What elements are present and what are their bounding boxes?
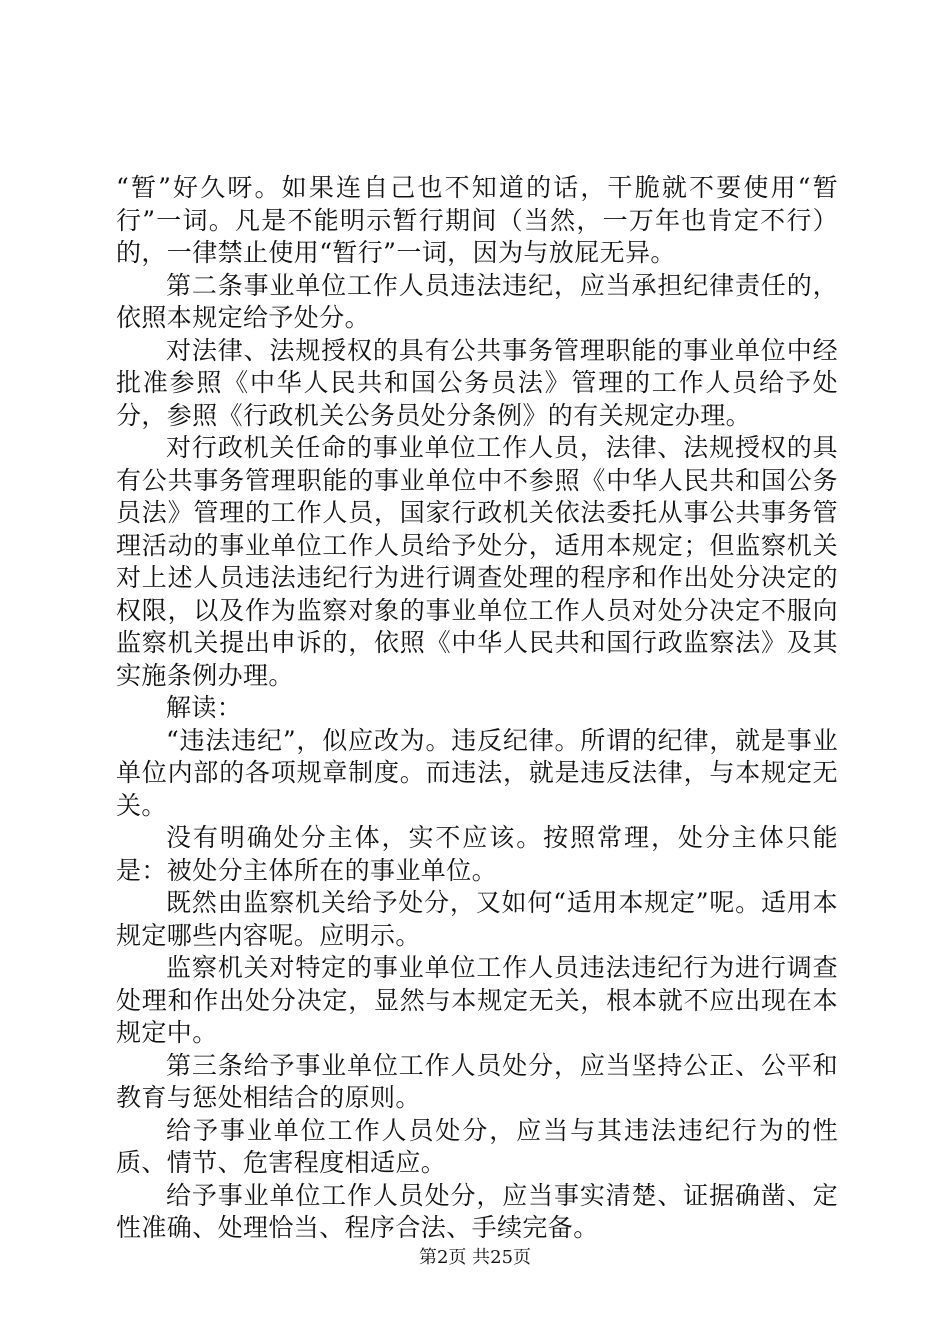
document-body (116, 172, 838, 1245)
paragraph-article-2: 第二条事业单位工作人员违法违纪，应当承担纪律责任的，依照本规定给予处分。 (116, 270, 838, 332)
paragraph-8: 既然由监察机关给予处分，又如何“适用本规定”呢。适用本规定哪些内容呢。应明示。 (116, 888, 838, 950)
paragraph-4: 对行政机关任命的事业单位工作人员，法律、法规授权的具有公共事务管理职能的事业单位中不参照《中华人民共和国公务员法》管理的工作人员，国家行政机关依法委托从事公共事务管理活动的事业单位工作人员给予处分，适用本规定；但监察机关对上述人员违法违纪行为进行调查处理的程序和作出处分决定的权限，以及作为监察对象的事业单位工作人员对处分决定不服向监察机关提出申诉的，依照《中华人民共和国行政监察法》及其实施条例办理。 (116, 433, 838, 690)
paragraph-3: 对法律、法规授权的具有公共事务管理职能的事业单位中经批准参照《中华人民共和国公务员法》管理的工作人员给予处分，参照《行政机关公务员处分条例》的有关规定办理。 (116, 335, 838, 430)
paragraph-11: 给予事业单位工作人员处分，应当与其违法违纪行为的性质、情节、危害程度相适应。 (116, 1115, 838, 1177)
paragraph-6: “违法违纪”，似应改为。违反纪律。所谓的纪律，就是事业单位内部的各项规章制度。而违法，就是违反法律，与本规定无关。 (116, 725, 838, 820)
paragraph-9: 监察机关对特定的事业单位工作人员违法违纪行为进行调查处理和作出处分决定，显然与本规定无关，根本就不应出现在本规定中。 (116, 953, 838, 1047)
page-footer: 第2页 共25页 (418, 1247, 532, 1268)
paragraph-1: “暂”好久呀。如果连自己也不知道的话，干脆就不要使用“暂行”一词。凡是不能明示暂行期间（当然，一万年也肯定不行）的，一律禁止使用“暂行”一词，因为与放屁无异。 (116, 173, 838, 267)
paragraph-12: 给予事业单位工作人员处分，应当事实清楚、证据确凿、定性准确、处理恰当、程序合法、手续完备。 (116, 1180, 838, 1242)
paragraph-article-3: 第三条给予事业单位工作人员处分，应当坚持公正、公平和教育与惩处相结合的原则。 (116, 1050, 838, 1112)
paragraph-7: 没有明确处分主体，实不应该。按照常理，处分主体只能是：被处分主体所在的事业单位。 (116, 823, 838, 885)
paragraph-interpretation-heading: 解读： (166, 693, 243, 722)
